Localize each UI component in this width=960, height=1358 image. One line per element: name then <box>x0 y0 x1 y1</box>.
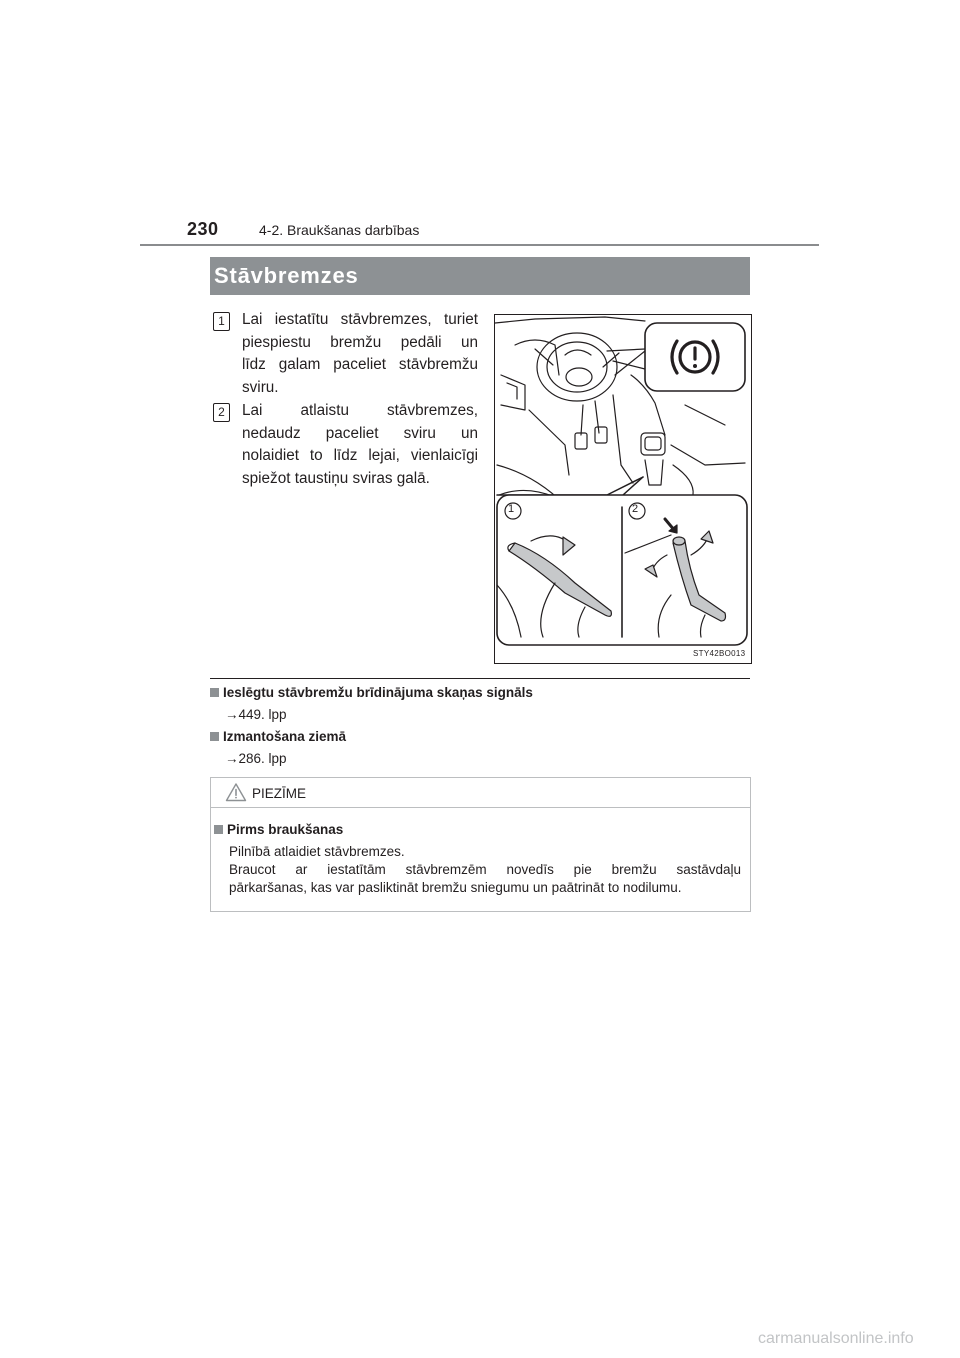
callout-number-1: 1 <box>508 503 515 515</box>
running-head: 4-2. Braukšanas darbības <box>259 222 420 238</box>
notice-separator <box>211 807 750 808</box>
step-1-line: līdz galam paceliet stāvbremžu <box>242 356 478 374</box>
square-bullet-icon <box>210 688 219 697</box>
subsection-title <box>210 685 533 700</box>
step-1-line: Lai iestatītu stāvbremzes, turiet <box>242 311 478 328</box>
step-2-line: nedaudz paceliet sviru un <box>242 424 478 442</box>
subhead-rule <box>210 678 750 679</box>
step-2-line: spiežot taustiņu sviras galā. <box>242 469 430 487</box>
notice-line: Braucot ar iestatītām stāvbremzēm novedīs pie bremžu sastāvdaļu <box>229 862 741 877</box>
square-bullet-icon <box>214 825 223 834</box>
subsection-title <box>210 729 346 744</box>
callout-number-2: 2 <box>632 503 639 515</box>
step-2-text <box>242 400 478 490</box>
square-bullet-icon <box>210 732 219 741</box>
page-reference: →286. lpp <box>225 751 287 766</box>
subsection-title-text: Ieslēgtu stāvbremžu brīdinājuma skaņas signāls <box>223 685 533 700</box>
parking-brake-illustration <box>495 315 751 663</box>
step-1-line: piespiestu bremžu pedāli un <box>242 333 478 351</box>
notice-line: pārkaršanas, kas var pasliktināt bremžu sniegumu un paātrināt to nodilumu. <box>229 880 682 895</box>
step-1-line: sviru. <box>242 378 279 396</box>
header-rule <box>140 244 819 246</box>
step-number-1: 1 <box>213 312 230 331</box>
step-1-text <box>242 309 478 399</box>
step-2-line: nolaidiet to līdz lejai, vienlaicīgi <box>242 447 478 465</box>
figure-code: STY42BO013 <box>693 649 746 658</box>
warning-light-callout <box>607 323 745 391</box>
parking-brake-figure <box>494 314 752 664</box>
section-title: Stāvbremzes <box>214 263 359 288</box>
subsection-title-text: Izmantošana ziemā <box>223 729 347 744</box>
notice-line: Pilnībā atlaidiet stāvbremzes. <box>229 844 405 859</box>
watermark: carmanualsonline.info <box>758 1330 914 1347</box>
page-reference: →449. lpp <box>225 707 287 722</box>
page-number: 230 <box>187 219 219 239</box>
warning-triangle-icon <box>225 782 247 802</box>
notice-heading <box>214 822 343 837</box>
step-number-2: 2 <box>213 403 230 422</box>
notice-label: PIEZĪME <box>252 786 307 801</box>
step-2-line: Lai atlaistu stāvbremzes, <box>242 402 478 419</box>
notice-heading-text: Pirms braukšanas <box>227 822 344 837</box>
